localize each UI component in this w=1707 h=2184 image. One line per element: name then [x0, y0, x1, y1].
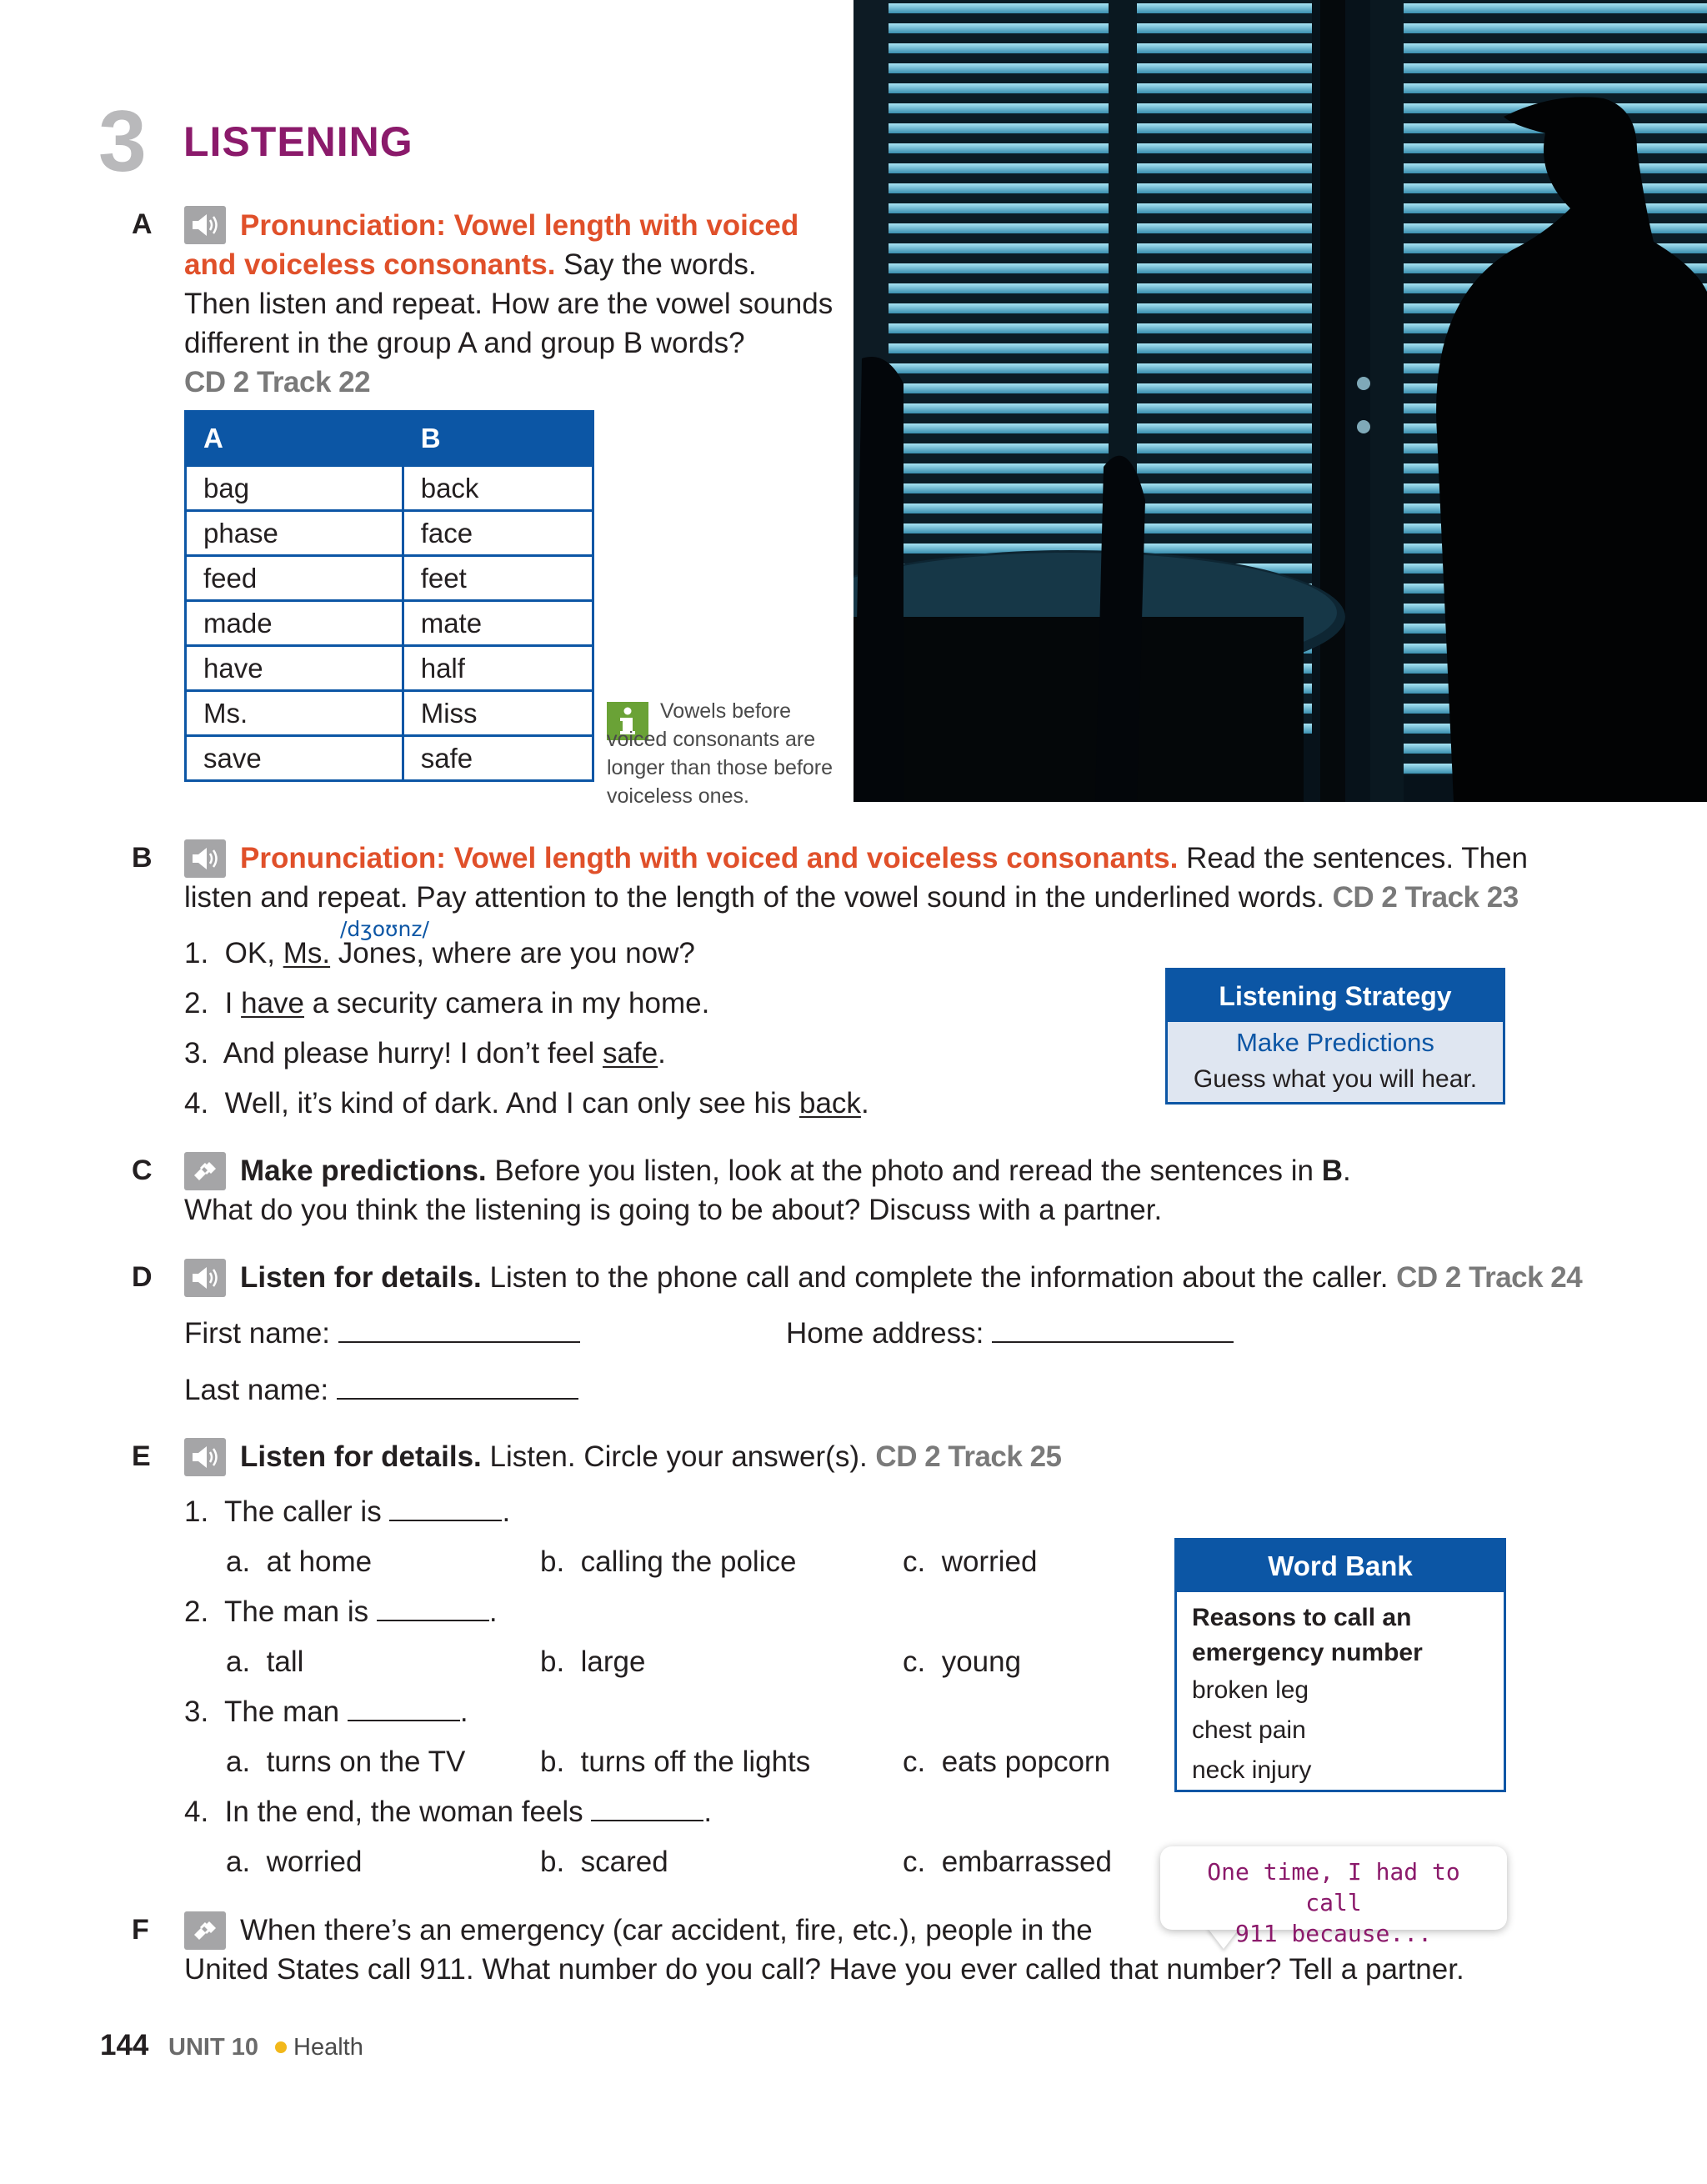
underlined-word: have	[241, 987, 305, 1019]
exercise-letter-a: A	[132, 208, 153, 240]
question-item	[184, 1692, 468, 1731]
item-number: 1.	[184, 1495, 209, 1528]
option-letter: b.	[540, 1646, 565, 1678]
option-text: eats popcorn	[941, 1746, 1111, 1778]
table-cell: made	[186, 601, 403, 646]
track-label: CD 2 Track 23	[1332, 881, 1519, 914]
table-header-row	[186, 412, 593, 466]
table-cell: safe	[403, 736, 593, 781]
text: .	[703, 1796, 713, 1828]
instruction-text: Say the words.	[555, 248, 757, 281]
speaker-icon[interactable]	[184, 206, 226, 244]
answer-option[interactable]	[226, 1642, 303, 1681]
page-number: 144	[100, 2029, 149, 2061]
speaker-icon[interactable]	[184, 1438, 226, 1476]
text: .	[488, 1595, 498, 1628]
field-label: Last name:	[184, 1374, 329, 1406]
speaker-icon[interactable]	[184, 1259, 226, 1297]
option-text: at home	[266, 1545, 373, 1578]
item-number: 4.	[184, 1087, 209, 1120]
table-cell: face	[403, 511, 593, 556]
photo-illustration	[854, 0, 1707, 802]
table-row	[186, 691, 593, 736]
text: .	[658, 1037, 666, 1069]
table-cell: feed	[186, 556, 403, 601]
table-row	[186, 646, 593, 691]
option-letter: c.	[903, 1646, 926, 1678]
heading-text: Pronunciation: Vowel length with voiced and voiceless consonants.	[240, 842, 1179, 874]
question-item	[184, 1792, 712, 1831]
table-row	[186, 556, 593, 601]
heading-text: and voiceless consonants.	[184, 248, 556, 281]
exercise-letter-c: C	[132, 1155, 153, 1186]
underlined-word: safe	[603, 1037, 658, 1069]
exercise-letter-f: F	[132, 1914, 149, 1946]
table-cell: back	[403, 466, 593, 511]
option-text: scared	[580, 1846, 668, 1878]
text: And please hurry! I don’t feel	[223, 1037, 603, 1069]
heading-text: Make predictions.	[240, 1155, 487, 1187]
question-text: The caller is	[224, 1495, 382, 1528]
option-letter: b.	[540, 1746, 565, 1778]
instruction-text: Read the sentences. Then	[1178, 842, 1529, 874]
home-address-field[interactable]	[786, 1314, 1234, 1353]
field-label: First name:	[184, 1317, 331, 1350]
option-letter: c.	[903, 1846, 926, 1878]
table-cell: Miss	[403, 691, 593, 736]
exercise-e-line1	[240, 1437, 1062, 1476]
burglar-window-photo	[854, 0, 1707, 802]
answer-option[interactable]	[903, 1742, 1110, 1781]
item-number: 2.	[184, 1595, 209, 1628]
pair-work-icon[interactable]	[184, 1152, 226, 1190]
option-text: embarrassed	[941, 1846, 1112, 1878]
option-text: tall	[266, 1646, 304, 1678]
option-text: turns off the lights	[580, 1746, 811, 1778]
answer-blank[interactable]	[377, 1620, 489, 1621]
word-bank-body	[1177, 1592, 1504, 1799]
item-number: 2.	[184, 987, 209, 1019]
answer-blank[interactable]	[338, 1341, 580, 1343]
section-title: LISTENING	[183, 118, 413, 165]
unit-label: UNIT 10	[168, 2034, 258, 2061]
answer-option[interactable]	[226, 1842, 362, 1881]
question-text: The man	[224, 1696, 340, 1728]
last-name-field[interactable]	[184, 1370, 578, 1410]
answer-blank[interactable]	[389, 1520, 502, 1521]
exercise-a-line4: different in the group A and group B words?	[184, 327, 745, 359]
instruction-text: Listen to the phone call and complete the information about the caller.	[481, 1261, 1397, 1294]
question-item	[184, 1492, 510, 1531]
exercise-d-line1	[240, 1258, 1582, 1297]
word-bank-item: chest pain	[1192, 1716, 1306, 1744]
table-cell: Ms.	[186, 691, 403, 736]
table-row	[186, 736, 593, 781]
option-letter: a.	[226, 1545, 251, 1578]
track-label: CD 2 Track 25	[875, 1440, 1062, 1473]
exercise-b-line1	[240, 839, 1528, 878]
instruction-text: Before you listen, look at the photo and reread the sentences in	[486, 1155, 1322, 1187]
column-header: B	[403, 412, 593, 466]
option-letter: a.	[226, 1646, 251, 1678]
item-number: 3.	[184, 1696, 209, 1728]
table-cell: phase	[186, 511, 403, 556]
sentence-item	[184, 1034, 666, 1073]
option-letter: a.	[226, 1846, 251, 1878]
heading-text: Pronunciation: Vowel length with voiced	[240, 209, 799, 242]
question-text: The man is	[224, 1595, 369, 1628]
exercise-a-heading-line1	[240, 206, 798, 245]
column-header: A	[186, 412, 403, 466]
answer-option[interactable]	[903, 1642, 1021, 1681]
exercise-f-line1: When there’s an emergency (car accident, fire, etc.), people in the	[240, 1914, 1093, 1946]
reference-letter: B	[1321, 1155, 1343, 1187]
sentence-item	[184, 934, 695, 973]
option-text: young	[941, 1646, 1022, 1678]
option-letter: a.	[226, 1746, 251, 1778]
heading-text: Listen for details.	[240, 1261, 482, 1294]
exercise-a-line3: Then listen and repeat. How are the vowel sounds	[184, 288, 833, 320]
word-bank-item: broken leg	[1192, 1676, 1309, 1704]
speaker-icon[interactable]	[184, 839, 226, 878]
exercise-c-line1	[240, 1151, 1351, 1190]
answer-option[interactable]	[226, 1742, 465, 1781]
answer-option[interactable]	[540, 1842, 668, 1881]
word-bank-subtitle: Reasons to call an	[1192, 1604, 1412, 1631]
text: I	[224, 987, 242, 1019]
option-text: calling the police	[580, 1545, 797, 1578]
answer-option[interactable]	[540, 1642, 645, 1681]
text: .	[459, 1696, 468, 1728]
strategy-subtitle: Make Predictions	[1168, 1022, 1503, 1059]
table-cell: half	[403, 646, 593, 691]
first-name-field[interactable]	[184, 1314, 580, 1353]
table-row	[186, 511, 593, 556]
answer-blank[interactable]	[591, 1820, 703, 1821]
exercise-a-line2	[184, 245, 757, 284]
text: Well, it’s kind of dark. And I can only see his	[224, 1087, 799, 1120]
answer-blank[interactable]	[992, 1341, 1234, 1343]
option-text: large	[580, 1646, 646, 1678]
bullet-dot	[275, 2041, 287, 2053]
instruction-text: listen and repeat. Pay attention to the length of the vowel sound in the underlined words.	[184, 881, 1333, 914]
bubble-line: 911 because...	[1234, 1920, 1432, 1947]
table-row	[186, 466, 593, 511]
table-cell: feet	[403, 556, 593, 601]
option-letter: c.	[903, 1746, 926, 1778]
answer-option[interactable]	[903, 1842, 1112, 1881]
option-letter: b.	[540, 1846, 565, 1878]
table-cell: have	[186, 646, 403, 691]
bubble-line: One time, I had to call	[1207, 1858, 1460, 1916]
exercise-letter-b: B	[132, 842, 153, 874]
answer-option[interactable]	[903, 1542, 1037, 1581]
exercise-letter-d: D	[132, 1261, 153, 1293]
item-number: 4.	[184, 1796, 209, 1828]
strategy-text: Guess what you will hear.	[1168, 1059, 1503, 1102]
sentence-item	[184, 984, 709, 1023]
pronunciation-table	[184, 410, 594, 782]
tip-text: Vowels before voiced consonants are longer than those before voiceless ones.	[607, 699, 833, 808]
track-label: CD 2 Track 22	[184, 366, 371, 398]
question-item	[184, 1592, 498, 1631]
heading-text: Listen for details.	[240, 1440, 482, 1473]
listening-strategy-box	[1165, 968, 1505, 1105]
text: a security camera in my home.	[304, 987, 710, 1019]
field-label: Home address:	[786, 1317, 984, 1350]
exercise-f-line2: United States call 911. What number do you call? Have you ever called that number? Tell a partner.	[184, 1953, 1464, 1986]
option-text: worried	[941, 1545, 1038, 1578]
word-bank-subtitle: emergency number	[1192, 1639, 1423, 1666]
track-label: CD 2 Track 24	[1396, 1261, 1583, 1294]
question-text: In the end, the woman feels	[224, 1796, 583, 1828]
text: .	[860, 1087, 869, 1120]
underlined-word: Ms.	[283, 937, 331, 969]
exercise-letter-e: E	[132, 1440, 151, 1472]
text: Jones, where are you now?	[330, 937, 695, 969]
section-number: 3	[98, 93, 147, 190]
answer-blank[interactable]	[348, 1720, 460, 1721]
exercise-c-line2: What do you think the listening is going to be about? Discuss with a partner.	[184, 1194, 1163, 1226]
option-text: turns on the TV	[266, 1746, 466, 1778]
item-number: 3.	[184, 1037, 209, 1069]
answer-option[interactable]	[226, 1542, 372, 1581]
table-cell: bag	[186, 466, 403, 511]
exercise-b-line2	[184, 878, 1519, 917]
option-letter: c.	[903, 1545, 926, 1578]
table-cell: save	[186, 736, 403, 781]
strategy-title: Listening Strategy	[1168, 970, 1503, 1022]
word-bank-title: Word Bank	[1177, 1540, 1504, 1592]
sentence-item	[184, 1084, 869, 1123]
text: .	[1342, 1155, 1351, 1187]
answer-option[interactable]	[540, 1542, 796, 1581]
item-number: 1.	[184, 937, 209, 969]
instruction-text: Listen. Circle your answer(s).	[481, 1440, 876, 1473]
answer-option[interactable]	[540, 1742, 810, 1781]
word-bank-item: neck injury	[1192, 1756, 1312, 1784]
underlined-word: back	[799, 1087, 861, 1120]
text: .	[502, 1495, 511, 1528]
table-cell: mate	[403, 601, 593, 646]
word-bank-box	[1174, 1538, 1506, 1792]
speech-bubble	[1160, 1846, 1507, 1947]
pair-work-icon[interactable]	[184, 1911, 226, 1950]
unit-topic: Health	[293, 2034, 363, 2061]
option-text: worried	[266, 1846, 363, 1878]
text: OK,	[224, 937, 283, 969]
ipa-transcription: /dʒoʊnz/	[340, 917, 429, 941]
option-letter: b.	[540, 1545, 565, 1578]
answer-blank[interactable]	[337, 1398, 578, 1400]
table-row	[186, 601, 593, 646]
